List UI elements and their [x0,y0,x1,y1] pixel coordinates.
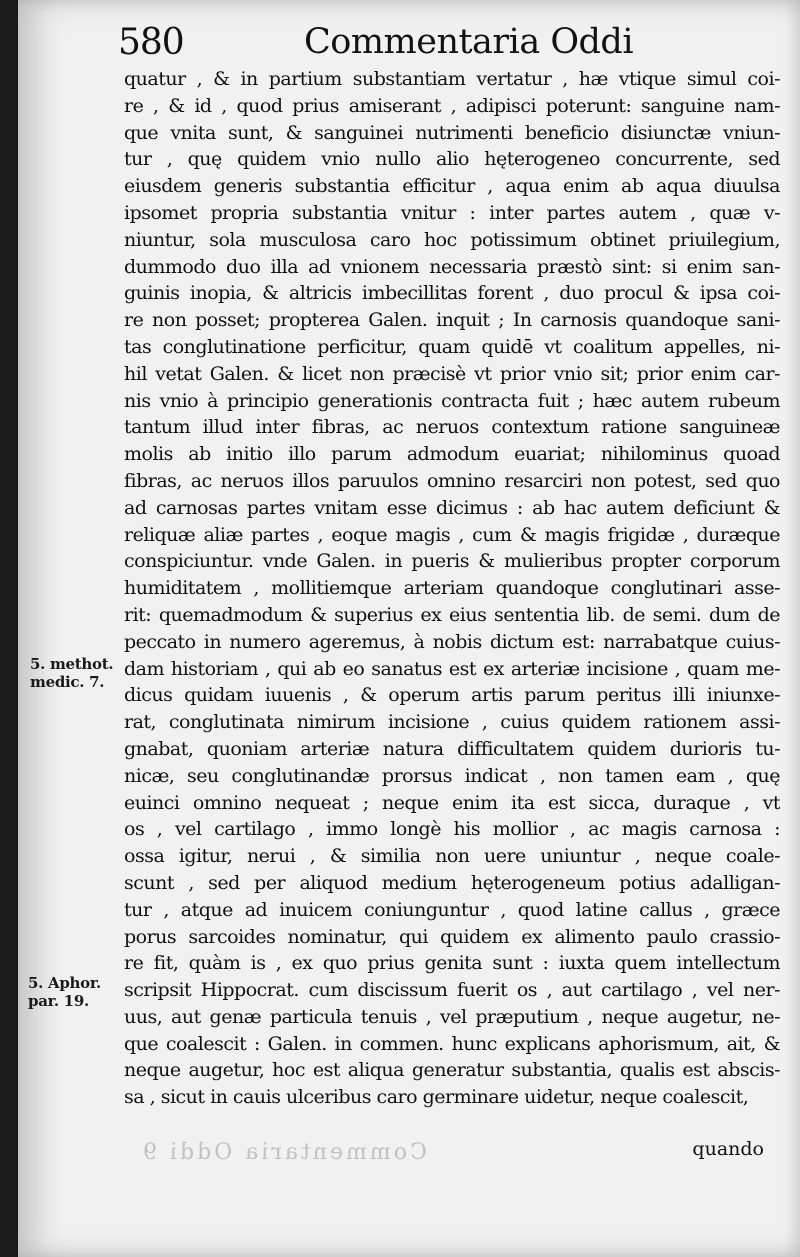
text-line: gnabat, quoniam arteriæ natura difficultatem quidem durioris tu- [124,737,780,760]
text-line: sa , sicut in cauis ulceribus caro germinare uidetur, neque coalescit, [124,1086,749,1109]
text-line: hil vetat Galen. & licet non præcisè vt prior vnio sit; prior enim car- [124,362,780,385]
page-number: 580 [118,22,184,63]
running-title: Commentaria Oddi [304,22,634,62]
text-line: peccato in numero ageremus, à nobis dictum est: narrabatque cuius- [124,630,780,653]
text-line: scunt , sed per aliquod medium hęterogeneum potius adalligan- [124,871,780,894]
text-line: re fit, quàm is , ex quo prius genita sunt : iuxta quem intellectum [124,952,780,975]
text-line: uus, aut genæ particula tenuis , vel præputium , neque augetur, ne- [124,1005,780,1028]
text-line: re non posset; propterea Galen. inquit ; In carnosis quandoque sani- [124,309,780,332]
text-line: quatur , & in partium substantiam vertatur , hæ vtique simul coi- [124,68,780,90]
book-page [18,0,800,1257]
text-line: ossa igitur, nerui , & similia non uere uniuntur , neque coale- [124,845,780,868]
text-line: os , vel cartilago , immo longè his mollior , ac magis carnosa : [124,818,780,841]
text-line: rat, conglutinata nimirum incisione , cuius quidem rationem assi- [124,711,780,734]
text-line: porus sarcoides nominatur, qui quidem ex alimento paulo crassio- [124,925,780,948]
margin-note-line: par. 19. [28,992,89,1010]
text-line: dummodo duo illa ad vnionem necessaria præstò sint: si enim san- [124,255,780,278]
text-line: molis ab initio illo parum admodum euariat; nihilominus quoad [124,443,780,466]
text-line: re , & id , quod prius amiserant , adipisci poterunt: sanguine nam- [124,94,780,117]
text-line: conspiciuntur. vnde Galen. in pueris & mulieribus propter corporum [124,550,780,573]
text-line: que vnita sunt, & sanguinei nutrimenti beneficio disiunctæ vniun- [124,121,780,144]
text-line: guinis inopia, & altricis imbecillitas forent , duo procul & ipsa coi- [124,282,780,305]
text-line: dam historiam , qui ab eo sanatus est ex arteriæ incisione , quam me- [124,657,780,680]
text-line: nis vnio à principio generationis contracta fuit ; hæc autem rubeum [124,389,780,412]
text-line: scripsit Hippocrat. cum discissum fuerit os , aut cartilago , vel ner- [124,979,780,1002]
text-line: euinci omnino nequeat ; neque enim ita est sicca, duraque , vt [124,791,780,814]
catchword: quando [692,1138,764,1160]
text-line: neque augetur, hoc est aliqua generatur substantia, qualis est abscis- [124,1059,780,1082]
margin-note-line: 5. Aphor. [28,974,101,992]
text-line: nicæ, seu conglutinandæ prorsus indicat , non tamen eam , quę [124,764,780,787]
text-line: tur , quę quidem vnio nullo alio hęterogeneo concurrente, sed [124,148,780,171]
text-line: reliquæ aliæ partes , eoque magis , cum & magis frigidæ , duræque [124,523,780,546]
margin-note-line: 5. methot. [30,655,114,673]
text-line: niuntur, sola musculosa caro hoc potissimum obtinet priuilegium, [124,228,780,251]
text-line: rit: quemadmodum & superius ex eius sententia lib. de semi. dum de [124,603,780,626]
margin-note-aphorism [28,974,101,1010]
text-line: dicus quidam iuuenis , & operum artis parum peritus illi iniunxe- [124,684,780,707]
text-line: que coalescit : Galen. in commen. hunc explicans aphorismum, ait, & [124,1032,780,1055]
text-line: tantum illud inter fibras, ac neruos contextum ratione sanguineæ [124,416,780,439]
text-line: ad carnosas partes vnitam esse dicimus : ab hac autem deficiunt & [124,496,780,519]
text-line: fibras, ac neruos illos paruulos omnino resarciri non potest, sed quo [124,469,780,492]
page-header [118,18,758,68]
text-line: tas conglutinatione perficitur, quam quidē vt coalitum appelles, ni- [124,335,780,358]
text-line: ipsomet propria substantia vnitur : inter partes autem , quæ v- [124,201,780,224]
main-text-block [124,66,780,1111]
bleed-through-text: Commentaria Oddi 9 [140,1140,427,1165]
text-line: tur , atque ad inuicem coniunguntur , quod latine callus , græce [124,898,780,921]
text-line: humiditatem , mollitiemque arteriam quandoque conglutinari asse- [124,577,780,600]
margin-note-line: medic. 7. [30,673,105,691]
margin-note-methodus [30,655,113,691]
text-line: eiusdem generis substantia efficitur , aqua enim ab aqua diuulsa [124,175,780,198]
